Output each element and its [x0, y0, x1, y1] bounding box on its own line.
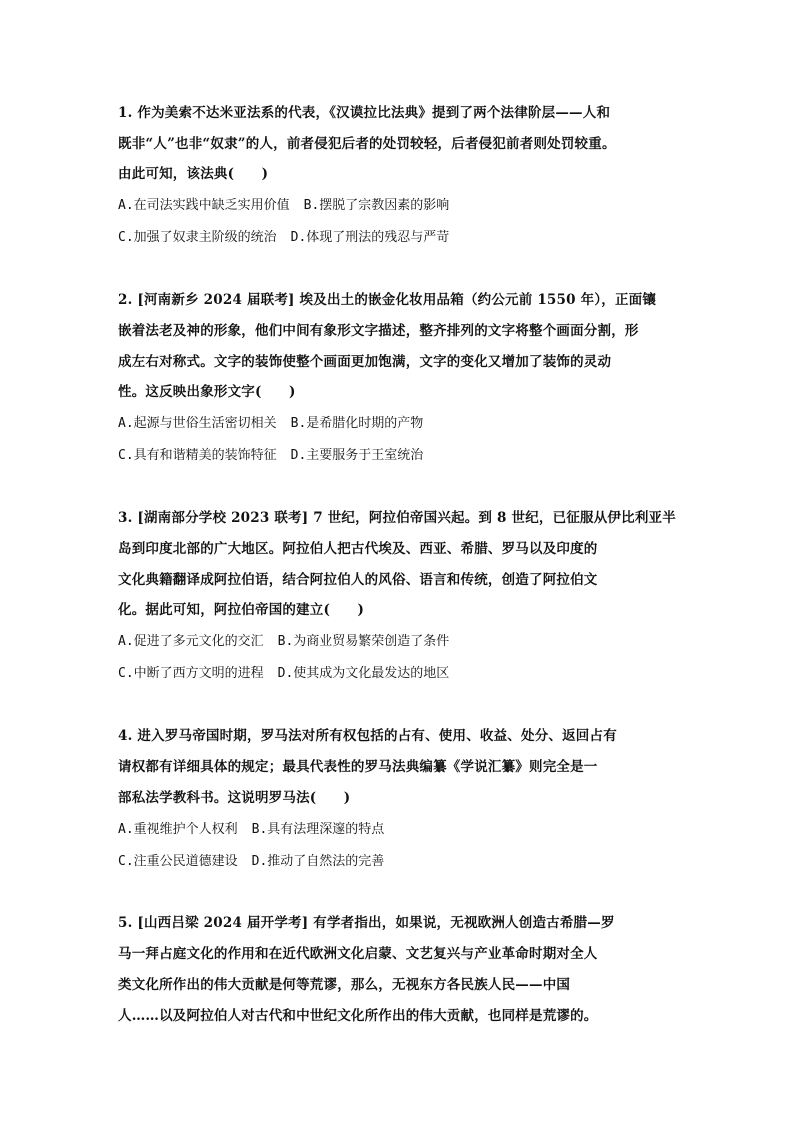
question-5-stem-line-2: 马一拜占庭文化的作用和在近代欧洲文化启蒙、文艺复兴与产业革命时期对全人	[118, 946, 598, 962]
question-3-options-row-1	[118, 633, 463, 651]
question-4-option-d: D.推动了自然法的完善	[251, 854, 385, 869]
question-3-stem-line-4: 化。据此可知，阿拉伯帝国的建立( )	[118, 602, 365, 618]
question-2-stem-line-3: 成左右对称式。文字的装饰使整个画面更加饱满，文字的变化又增加了装饰的灵动	[118, 354, 612, 370]
question-3-options-row-2	[118, 665, 463, 683]
question-2-stem-line-1: 2. [河南新乡 2024 届联考] 埃及出土的嵌金化妆用品箱（约公元前 1550 年），正面镶	[118, 292, 657, 308]
question-3-option-b: B.为商业贸易繁荣创造了条件	[277, 634, 450, 649]
question-1-options-row-2	[118, 229, 463, 247]
question-1-stem-line-1: 1. 作为美索不达米亚法系的代表，《汉谟拉比法典》提到了两个法律阶层——人和	[118, 105, 611, 121]
question-4-option-c: C.注重公民道德建设	[118, 854, 238, 869]
question-1-options-row-1	[118, 197, 463, 215]
question-3-option-a: A.促进了多元文化的交汇	[118, 634, 264, 649]
question-3-option-d: D.使其成为文化最发达的地区	[277, 666, 450, 681]
question-4-stem-line-1: 4. 进入罗马帝国时期，罗马法对所有权包括的占有、使用、收益、处分、返回占有	[118, 728, 617, 744]
question-3-stem-line-1: 3. [湖南部分学校 2023 联考] 7 世纪，阿拉伯帝国兴起。到 8 世纪，已征服从伊比利亚半	[118, 510, 676, 526]
question-2-option-c: C.具有和谐精美的装饰特征	[118, 448, 277, 463]
question-2-options-row-1	[118, 415, 437, 433]
question-4-stem-line-3: 部私法学教科书。这说明罗马法( )	[118, 790, 351, 806]
question-2-option-d: D.主要服务于王室统治	[290, 448, 424, 463]
question-2-option-b: B.是希腊化时期的产物	[290, 416, 424, 431]
question-1-option-c: C.加强了奴隶主阶级的统治	[118, 230, 277, 245]
question-4-option-b: B.具有法理深邃的特点	[251, 822, 385, 837]
question-3-option-c: C.中断了西方文明的进程	[118, 666, 264, 681]
question-5-stem-line-3: 类文化所作出的伟大贡献是何等荒谬，那么，无视东方各民族人民——中国	[118, 977, 571, 993]
question-4-stem-line-2: 请权都有详细具体的规定；最具代表性的罗马法典编纂《学说汇纂》则完全是一	[118, 759, 598, 775]
question-4-options-row-1	[118, 821, 398, 839]
question-1-option-b: B.摆脱了宗教因素的影响	[303, 198, 450, 213]
question-5-stem-line-4: 人……以及阿拉伯人对古代和中世纪文化所作出的伟大贡献，也同样是荒谬的。	[118, 1008, 598, 1024]
question-2-option-a: A.起源与世俗生活密切相关	[118, 416, 277, 431]
question-2-stem-line-4: 性。这反映出象形文字( )	[118, 384, 296, 400]
question-2-options-row-2	[118, 447, 437, 465]
question-1-stem-line-2: 既非“人”也非“奴隶”的人，前者侵犯后者的处罚较轻，后者侵犯前者则处罚较重。	[118, 136, 616, 152]
question-5-stem-line-1: 5. [山西吕梁 2024 届开学考] 有学者指出，如果说，无视欧洲人创造古希腊—罗	[118, 915, 615, 931]
question-1-option-a: A.在司法实践中缺乏实用价值	[118, 198, 290, 213]
question-1-option-d: D.体现了刑法的残忍与严苛	[290, 230, 450, 245]
question-4-option-a: A.重视维护个人权利	[118, 822, 238, 837]
question-3-stem-line-3: 文化典籍翻译成阿拉伯语，结合阿拉伯人的风俗、语言和传统，创造了阿拉伯文	[118, 572, 598, 588]
question-1-stem-line-3: 由此可知，该法典( )	[118, 166, 269, 182]
question-4-options-row-2	[118, 853, 398, 871]
question-3-stem-line-2: 岛到印度北部的广大地区。阿拉伯人把古代埃及、西亚、希腊、罗马以及印度的	[118, 541, 598, 557]
question-2-stem-line-2: 嵌着法老及神的形象，他们中间有象形文字描述，整齐排列的文字将整个画面分割，形	[118, 323, 639, 339]
